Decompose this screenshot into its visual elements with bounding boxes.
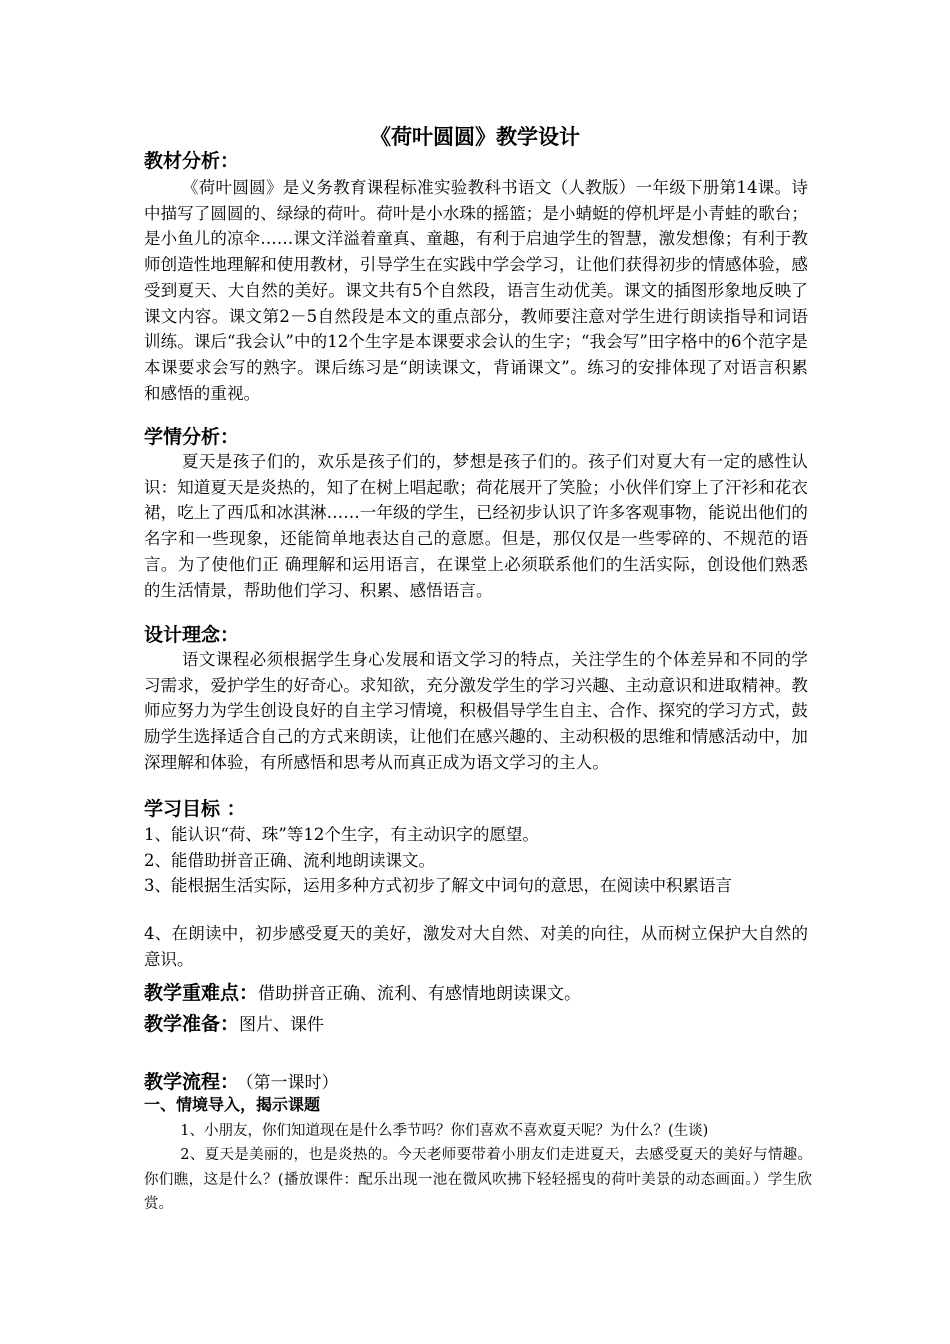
preparation-text: 图片、课件: [239, 1015, 325, 1035]
student-analysis-body: 夏天是孩子们的，欢乐是孩子们的，梦想是孩子们的。孩子们对夏大有一定的感性认识：知道夏天是炎热的，知了在树上唱起歌；荷花展开了笑脸；小伙伴们穿上了汗衫和花衣裙，吃上了西瓜和冰淇淋……一年级的学生，已经初步认识了许多客观事物，能说出他们的名字和一些现象，还能简单地表达自己的意愿。但是，那仅仅是一些零碎的、不规范的语言。为了使他们正 确理解和运用语言，在课堂上必须联系他们的生活实际，创设他们熟悉的生活情景，帮助他们学习、积累、感悟语言。: [144, 452, 808, 600]
process-heading: [144, 1069, 339, 1096]
objective-item-3: 3、能根据生活实际，运用多种方式初步了解文中词句的意思，在阅读中积累语言: [144, 876, 732, 895]
objective-item-1: 1、能认识“荷、珠”等12个生字，有主动识字的愿望。: [144, 825, 539, 844]
student-analysis-heading: 学情分析：: [144, 426, 240, 448]
objective-item-2: 2、能借助拼音正确、流利地朗读课文。: [144, 851, 435, 870]
textbook-analysis-body: 《荷叶圆圆》是义务教育课程标准实验教科书语文（人教版）一年级下册第14课。诗中描写了圆圆的、绿绿的荷叶。荷叶是小水珠的摇篮；是小蜻蜓的停机坪是小青蛙的歌台；是小鱼儿的凉伞……课文洋溢着童真、童趣，有利于启迪学生的智慧，激发想像；有利于教师创造性地理解和使用教材，引导学生在实践中学会学习，让他们获得初步的情感体验，感受到夏天、大自然的美好。课文共有5个自然段，语言生动优美。课文的插图形象地反映了课文内容。课文第2－5自然段是本文的重点部分，教师要注意对学生进行朗读指导和词语训练。课后“我会认”中的12个生字是本课要求会认的生字；“我会写”田字格中的6个范字是本课要求会写的熟字。课后练习是“朗读课文，背诵课文”。练习的安排体现了对语言积累和感悟的重视。: [144, 178, 808, 403]
key-points-heading-label: 教学重难点：: [144, 982, 259, 1004]
process-heading-label: 教学流程：: [144, 1071, 240, 1093]
design-concept-heading: 设计理念：: [144, 624, 240, 646]
textbook-analysis-heading: 教材分析：: [144, 150, 240, 172]
objectives-heading: 学习目标 ：: [144, 798, 246, 820]
preparation-heading-label: 教学准备：: [144, 1013, 240, 1035]
design-concept-body: 语文课程必须根据学生身心发展和语文学习的特点，关注学生的个体差异和不同的学习需求，爱护学生的好奇心。求知欲，充分激发学生的学习兴趣、主动意识和进取精神。教师应努力为学生创设良好的自主学习情境，积极倡导学生自主、合作、探究的学习方式，鼓励学生选择适合自己的方式来朗读，让他们在感兴趣的、主动积极的思维和情感活动中，加深理解和体验，有所感悟和思考从而真正成为语文学习的主人。: [144, 650, 808, 772]
key-points-heading: [144, 980, 581, 1007]
step1-paragraph-1: 1、小朋友，你们知道现在是什么季节吗？你们喜欢不喜欢夏天呢？为什么？(生谈): [180, 1123, 709, 1139]
key-points-text: 借助拼音正确、流利、有感情地朗读课文。: [258, 984, 582, 1004]
step1-heading: 一、情境导入，揭示课题: [144, 1095, 321, 1114]
process-note: （第一课时）: [245, 1073, 339, 1093]
step1-paragraph-2: 2、夏天是美丽的，也是炎热的。今天老师要带着小朋友们走进夏天，去感受夏天的美好与情趣。你们瞧，这是什么？(播放课件：配乐出现一池在微风吹拂下轻轻摇曳的荷叶美景的动态画面。）学生欣赏。: [144, 1147, 812, 1212]
document-title: 《荷叶圆圆》教学设计: [370, 124, 580, 149]
preparation-heading: [144, 1011, 324, 1038]
objective-item-4: 4、在朗读中，初步感受夏天的美好，激发对大自然、对美的向往，从而树立保护大自然的意识。: [144, 924, 808, 969]
